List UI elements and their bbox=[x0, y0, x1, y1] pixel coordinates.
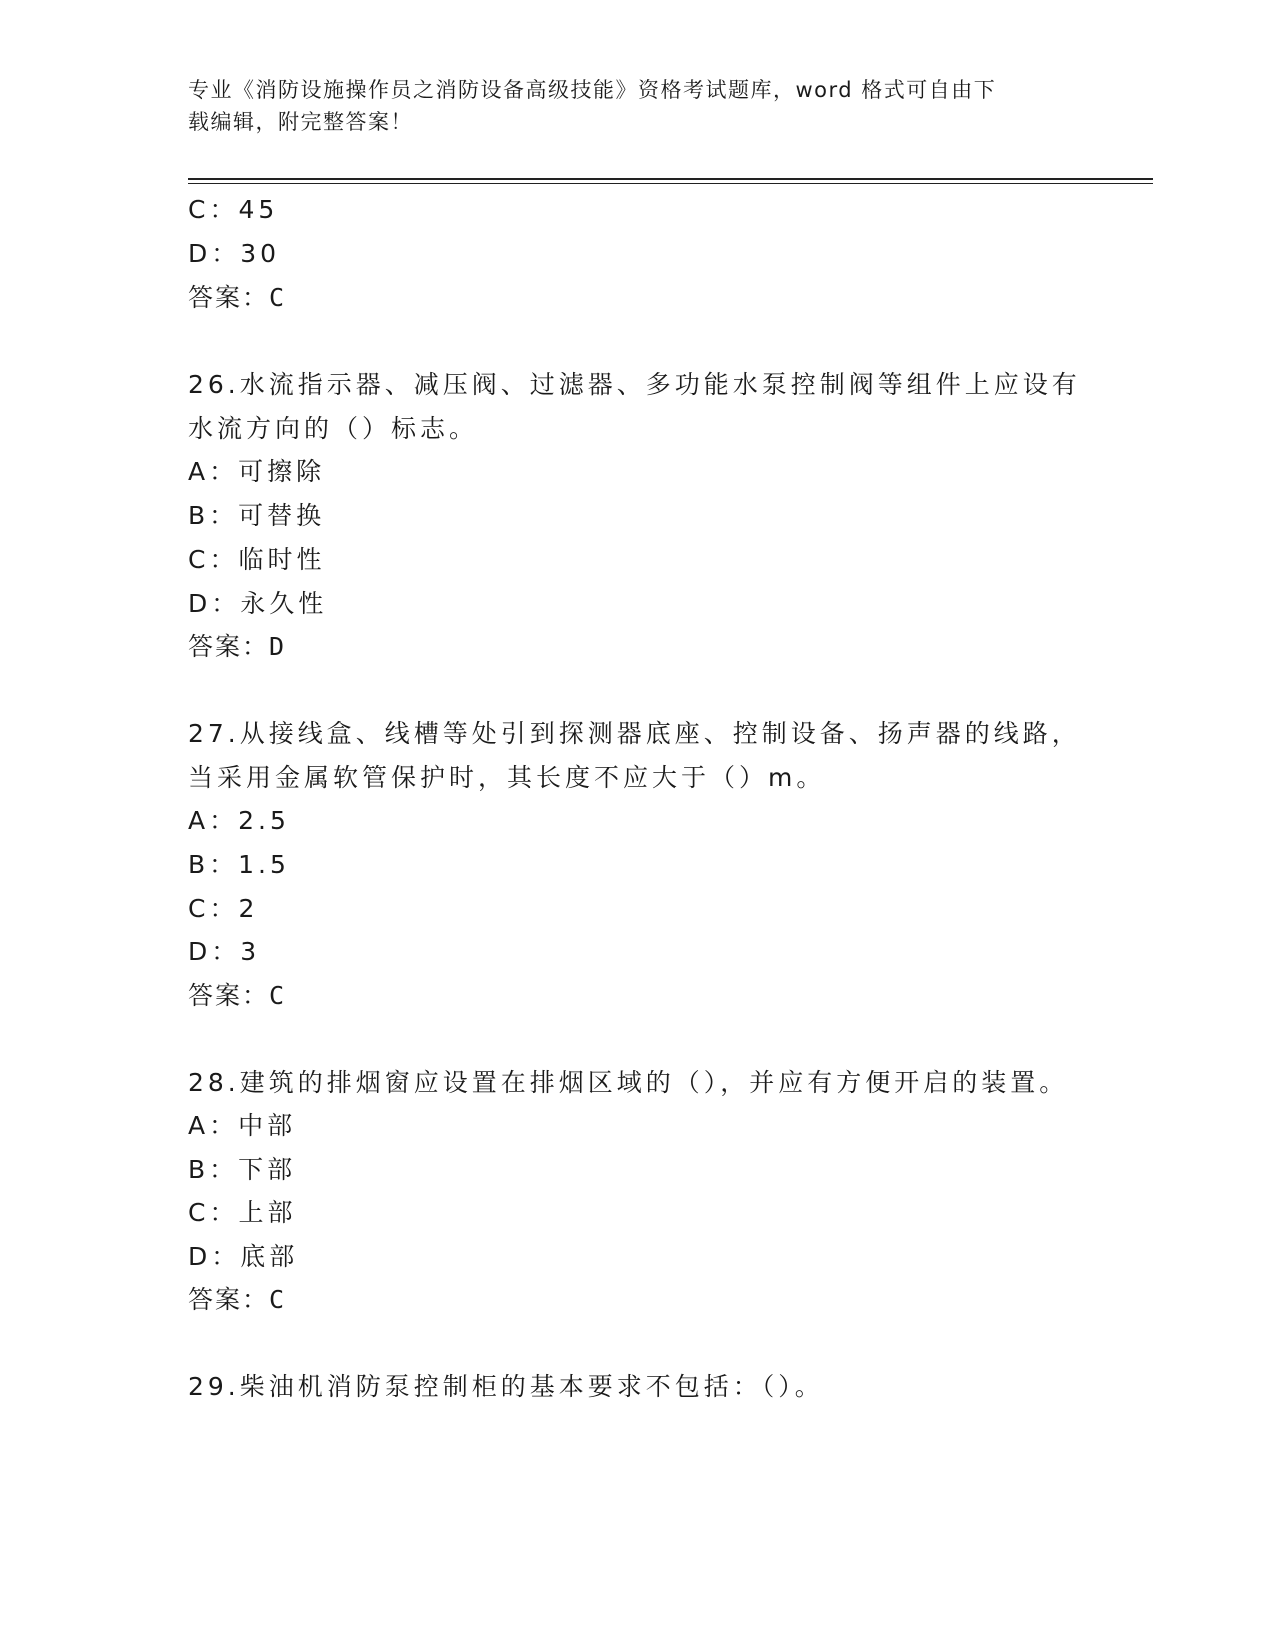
q26-text-line-2: 水流方向的（）标志。 bbox=[188, 414, 479, 443]
q25-option-d: D：30 bbox=[188, 239, 281, 268]
q27-option-c: C：2 bbox=[188, 894, 259, 923]
q27-answer bbox=[188, 980, 286, 1012]
answer-value: C bbox=[269, 981, 287, 1010]
q28-option-d: D：底部 bbox=[188, 1242, 299, 1271]
answer-value: C bbox=[269, 283, 287, 312]
q28-text-line-1: 28.建筑的排烟窗应设置在排烟区域的（），并应有方便开启的装置。 bbox=[188, 1068, 1069, 1097]
answer-label: 答案： bbox=[188, 283, 270, 312]
q25-option-c: C：45 bbox=[188, 195, 279, 224]
header-rule-thick bbox=[188, 178, 1153, 180]
answer-label: 答案： bbox=[188, 1285, 270, 1314]
q26-option-a: A：可擦除 bbox=[188, 457, 326, 486]
q28-answer bbox=[188, 1284, 286, 1316]
answer-label: 答案： bbox=[188, 632, 270, 661]
q27-option-a: A：2.5 bbox=[188, 806, 290, 835]
q26-text-line-1: 26.水流指示器、减压阀、过滤器、多功能水泵控制阀等组件上应设有 bbox=[188, 370, 1081, 399]
q26-option-c: C：临时性 bbox=[188, 545, 326, 574]
q27-option-b: B：1.5 bbox=[188, 850, 290, 879]
header-line-1: 专业《消防设施操作员之消防设备高级技能》资格考试题库，word 格式可自由下 bbox=[188, 78, 997, 102]
header-rule-thin bbox=[188, 183, 1153, 184]
answer-value: C bbox=[269, 1285, 287, 1314]
q26-option-d: D：永久性 bbox=[188, 589, 328, 618]
q27-text-line-2: 当采用金属软管保护时，其长度不应大于（）m。 bbox=[188, 763, 826, 792]
q27-text-line-1: 27.从接线盒、线槽等处引到探测器底座、控制设备、扬声器的线路， bbox=[188, 719, 1081, 748]
page-header bbox=[188, 74, 1068, 138]
q28-option-c: C：上部 bbox=[188, 1198, 297, 1227]
header-line-2: 载编辑，附完整答案！ bbox=[188, 110, 413, 134]
answer-label: 答案： bbox=[188, 981, 270, 1010]
q26-option-b: B：可替换 bbox=[188, 501, 326, 530]
q27-option-d: D：3 bbox=[188, 937, 261, 966]
q28-option-b: B：下部 bbox=[188, 1155, 297, 1184]
q25-answer bbox=[188, 282, 286, 314]
q28-option-a: A：中部 bbox=[188, 1111, 297, 1140]
q26-answer bbox=[188, 631, 286, 663]
q29-text-line-1: 29.柴油机消防泵控制柜的基本要求不包括：（）。 bbox=[188, 1372, 824, 1401]
answer-value: D bbox=[269, 632, 287, 661]
